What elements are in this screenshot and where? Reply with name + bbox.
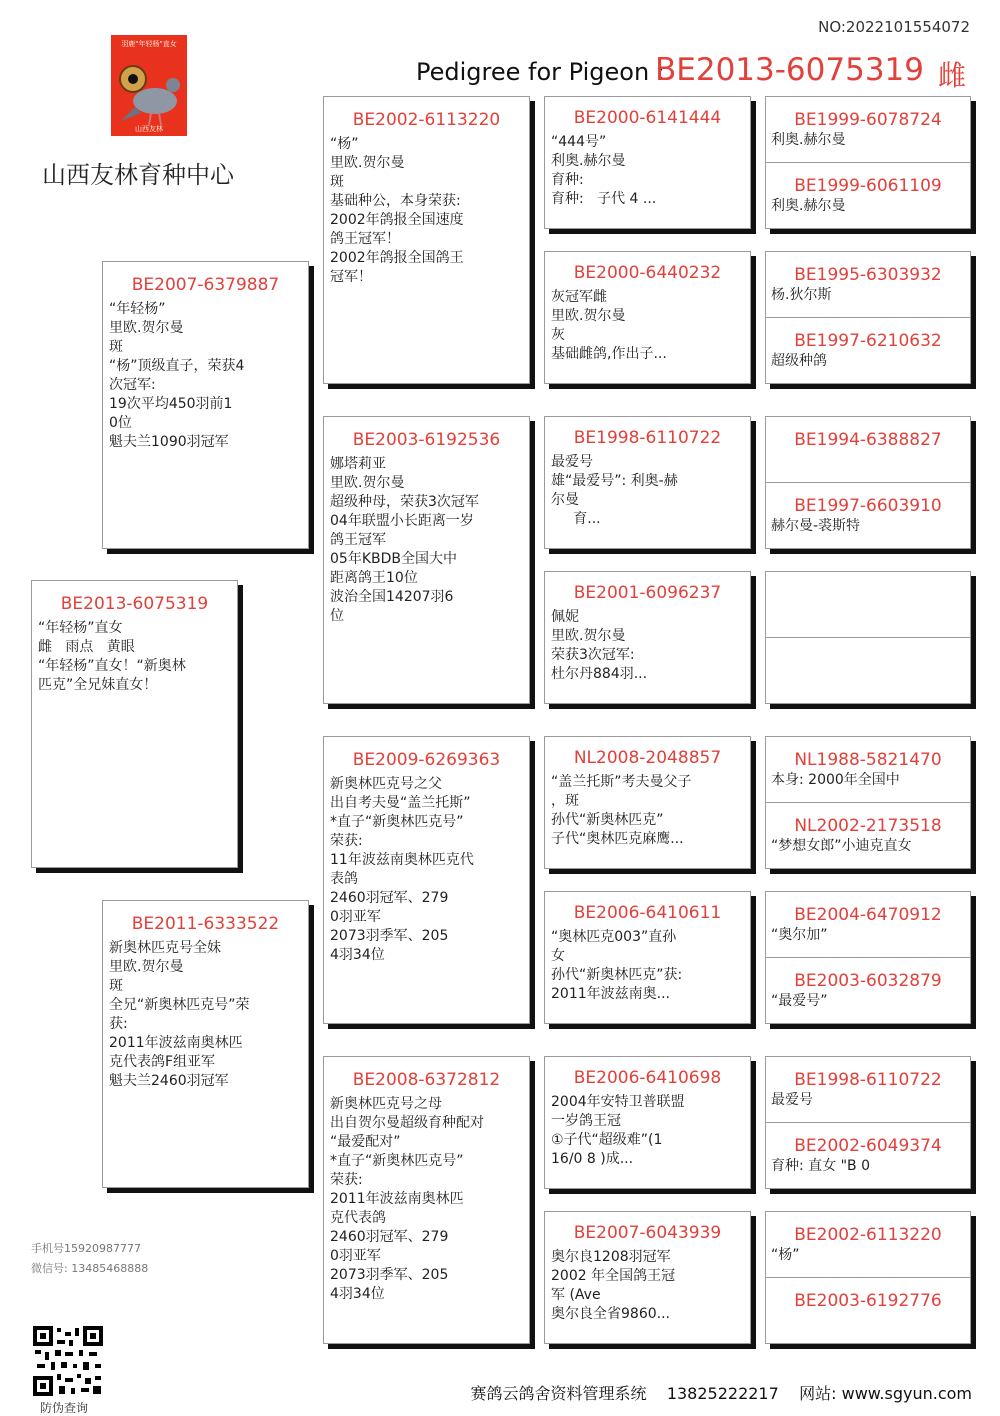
sire-card[interactable] bbox=[102, 261, 309, 549]
g4-pair-card[interactable] bbox=[765, 571, 971, 704]
grandparent-ring: BE2002-6113220 bbox=[352, 110, 501, 130]
g4-note: 赫尔曼-裘斯特 bbox=[771, 517, 861, 534]
g4-ring: BE1997-6210632 bbox=[794, 330, 942, 351]
great-grandparent-ring: BE2000-6440232 bbox=[573, 263, 722, 283]
grandparent-card[interactable] bbox=[323, 416, 530, 704]
qr-code-icon bbox=[33, 1326, 103, 1396]
dam-notes: 新奥林匹克号全妹 里欧.贺尔曼 斑 全兄“新奥林匹克号”荣 获: 2011年波兹南奥林匹 克代表鸽F组亚军 魁夫兰2460羽冠军 bbox=[109, 940, 250, 1089]
g4-ring: BE2002-6049374 bbox=[794, 1135, 942, 1156]
qr-code[interactable] bbox=[33, 1326, 103, 1396]
dam-ring: BE2011-6333522 bbox=[131, 914, 280, 934]
great-grandparent-ring: BE2006-6410611 bbox=[573, 903, 722, 923]
sire-ring: BE2007-6379887 bbox=[131, 275, 280, 295]
photo-caption: 羽鹿"年轻杨"直女 bbox=[121, 40, 177, 48]
g4-pair-card[interactable] bbox=[765, 416, 971, 549]
g4-ring: BE1994-6388827 bbox=[794, 430, 942, 450]
great-grandparent-card[interactable] bbox=[544, 571, 751, 704]
g4-ring: BE2004-6470912 bbox=[794, 905, 942, 925]
qr-label: 防伪查询 bbox=[40, 1401, 89, 1415]
great-grandparent-notes: “奥林匹克003”直孙 女 孙代“新奥林匹克”获: 2011年波兹南奥... bbox=[551, 929, 683, 1002]
footer-text: 赛鸽云鸽舍资料管理系统 13825222217 网站: www.sgyun.com bbox=[470, 1384, 972, 1403]
great-grandparent-card[interactable] bbox=[544, 251, 751, 384]
g4-note: 利奥.赫尔曼 bbox=[771, 197, 846, 214]
great-grandparent-notes: 奥尔良1208羽冠军 2002 年全国鸽王冠 军 (Ave 奥尔良全省9860... bbox=[551, 1249, 676, 1322]
great-grandparent-ring: BE1998-6110722 bbox=[573, 428, 722, 448]
great-grandparent-card[interactable] bbox=[544, 416, 751, 549]
main-sex: 雌 bbox=[938, 59, 967, 92]
g4-pair-card[interactable] bbox=[765, 251, 971, 384]
grandparent-notes: 新奥林匹克号之母 出自贺尔曼超级育种配对 “最爱配对” *直子“新奥林匹克号” 荣获: 2011年波兹南奥林匹 克代表鸽 2460羽冠军、279 0羽亚军 2073羽季军、205 4羽34位 bbox=[330, 1096, 484, 1302]
grandparent-card[interactable] bbox=[323, 96, 530, 384]
dam-card[interactable] bbox=[102, 900, 309, 1188]
great-grandparent-card[interactable] bbox=[544, 736, 751, 869]
g4-pair-card[interactable] bbox=[765, 96, 971, 229]
g4-ring: BE1999-6061109 bbox=[794, 175, 942, 196]
g4-ring: BE1999-6078724 bbox=[794, 110, 942, 130]
grandparent-ring: BE2008-6372812 bbox=[352, 1070, 501, 1090]
g4-note: “奥尔加” bbox=[771, 927, 828, 943]
g4-note: “最爱号” bbox=[771, 992, 828, 1009]
g4-note: 育种: 直女 "B 0 bbox=[771, 1157, 871, 1174]
great-grandparent-notes: 最爱号 雄“最爱号”: 利奥-赫 尔曼 育... bbox=[551, 454, 678, 527]
grandparent-card[interactable] bbox=[323, 736, 530, 1024]
g4-ring: BE1998-6110722 bbox=[794, 1070, 942, 1090]
g4-pair-card[interactable] bbox=[765, 1211, 971, 1344]
grandparent-notes: 新奥林匹克号之父 出自考夫曼“盖兰托斯” *直子“新奥林匹克号” 荣获: 11年波兹南奥林匹克代 表鸽 2460羽冠军、279 0羽亚军 2073羽季军、205 4羽34位 bbox=[330, 776, 474, 963]
grandparent-ring: BE2003-6192536 bbox=[352, 430, 501, 450]
great-grandparent-notes: 2004年安特卫普联盟 一岁鸽王冠 ①子代“超级难”(1 16/0 8 )成... bbox=[551, 1094, 685, 1167]
contact-phone: 手机号15920987777 bbox=[31, 1242, 141, 1255]
subject-notes: “年轻杨”直女 雌 雨点 黄眼 “年轻杨”直女！“新奥林 匹克”全兄妹直女！ bbox=[38, 620, 186, 693]
g4-ring: NL1988-5821470 bbox=[794, 750, 942, 770]
g4-note: 超级种鸽 bbox=[771, 352, 827, 369]
g4-note: 利奥.赫尔曼 bbox=[771, 132, 846, 148]
great-grandparent-ring: BE2007-6043939 bbox=[573, 1223, 722, 1243]
contact-wechat: 微信号: 13485468888 bbox=[31, 1262, 149, 1275]
great-grandparent-card[interactable] bbox=[544, 1056, 751, 1189]
g4-note: “杨” bbox=[771, 1247, 800, 1263]
grandparent-card[interactable] bbox=[323, 1056, 530, 1344]
pigeon-photo bbox=[111, 35, 187, 136]
g4-ring: BE2003-6032879 bbox=[794, 970, 942, 991]
g4-pair-card[interactable] bbox=[765, 891, 971, 1024]
g4-ring: BE2002-6113220 bbox=[794, 1225, 942, 1245]
grandparent-notes: 娜塔莉亚 里欧.贺尔曼 超级种母，荣获3次冠军 04年联盟小长距离一岁 鸽王冠军 05年KBDB全国大中 距离鸽王10位 波治全国14207羽6 位 bbox=[330, 456, 479, 624]
g4-note: “梦想女郎”小迪克直女 bbox=[771, 837, 912, 854]
photo-caption-bottom: 山西友林 bbox=[135, 125, 163, 133]
pedigree-number: NO:2022101554072 bbox=[818, 18, 970, 36]
great-grandparent-ring: BE2001-6096237 bbox=[573, 583, 722, 603]
great-grandparent-notes: “444号” 利奥.赫尔曼 育种: 育种: 子代 4 ... bbox=[551, 134, 657, 207]
great-grandparent-card[interactable] bbox=[544, 891, 751, 1024]
grandparent-notes: “杨” 里欧.贺尔曼 斑 基础种公，本身荣获: 2002年鸽报全国速度 鸽王冠军！ 2002年鸽报全国鸽王 冠军！ bbox=[330, 136, 464, 285]
g4-pair-card[interactable] bbox=[765, 736, 971, 869]
great-grandparent-card[interactable] bbox=[544, 96, 751, 229]
g4-ring: BE1995-6303932 bbox=[794, 265, 942, 285]
great-grandparent-card[interactable] bbox=[544, 1211, 751, 1344]
g4-ring: NL2002-2173518 bbox=[794, 815, 942, 836]
grandparent-ring: BE2009-6269363 bbox=[352, 750, 501, 770]
g4-ring: BE2003-6192776 bbox=[794, 1290, 942, 1311]
g4-ring: BE1997-6603910 bbox=[794, 495, 942, 516]
great-grandparent-notes: “盖兰托斯”考夫曼父子 ，斑 孙代“新奥林匹克” 子代“奥林匹克麻鹰... bbox=[551, 774, 692, 847]
great-grandparent-ring: NL2008-2048857 bbox=[573, 748, 722, 768]
loft-name: 山西友林育种中心 bbox=[42, 161, 234, 189]
g4-note: 本身: 2000年全国中 bbox=[771, 772, 900, 788]
great-grandparent-notes: 佩妮 里欧.贺尔曼 荣获3次冠军: 杜尔丹884羽... bbox=[551, 609, 648, 682]
great-grandparent-notes: 灰冠军雌 里欧.贺尔曼 灰 基础雌鸽,作出子... bbox=[551, 289, 667, 362]
great-grandparent-ring: BE2000-6141444 bbox=[573, 108, 722, 128]
main-ring-number: BE2013-6075319 bbox=[655, 52, 924, 88]
subject-ring: BE2013-6075319 bbox=[60, 594, 209, 614]
subject-card[interactable] bbox=[31, 580, 238, 868]
pigeon-image bbox=[111, 49, 187, 136]
sire-notes: “年轻杨” 里欧.贺尔曼 斑 “杨”顶级直子，荣获4 次冠军: 19次平均450羽前1 0位 魁夫兰1090羽冠军 bbox=[109, 301, 245, 450]
g4-pair-card[interactable] bbox=[765, 1056, 971, 1189]
g4-note: 最爱号 bbox=[771, 1092, 813, 1108]
g4-note: 杨.狄尔斯 bbox=[771, 287, 832, 303]
pedigree-label: Pedigree for Pigeon : bbox=[416, 58, 665, 86]
great-grandparent-ring: BE2006-6410698 bbox=[573, 1068, 722, 1088]
